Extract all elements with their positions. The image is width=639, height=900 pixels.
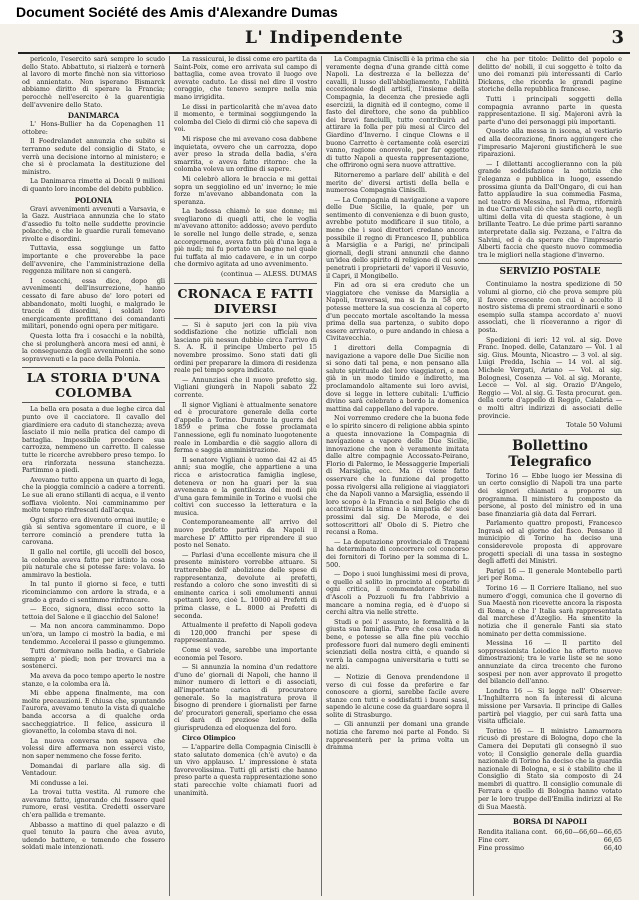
paragraph: — Gli annunzii per domani una grande notizia che faremo noi parte al Fondo. Si rappresenterà per la prima volta un dramma	[326, 720, 469, 752]
paragraph: — Ma non ancora camminammo. Dopo un'ora, un lampo ci mostrò la badia, e mi tendemmo. Accelerai il passo e giungemmo.	[22, 622, 165, 646]
paragraph: Parlamento quattro proposti, Francesco Ingrasà ed al giorno del fisco. Pensano il municipio di Torino ha deciso una considerevole proposta di approvare progetti speciali di una tassa in sostegno degli affetti dei Ministri.	[478, 519, 622, 566]
section-heading-polonia: POLONIA	[74, 195, 113, 205]
paragraph: — La Compagnia di navigazione a vapore delle Due Sicilie, la quale, per un sentimento di convenienza e di buon gusto, avrebbe potuto modificare il suo titolo, a meno che i suoi direttori credano ancora possibile il regno di Francesco II, pubblica a Marsiglia e a Parigi, ne' principali giornali, degli strani annunzii che danno un'idea dello spirito di religione di cui sono penetrati i proprietarii de' vapori il Vesuvio, il Capri, il Mongibello.	[326, 195, 469, 280]
paragraph: che ha per titolo: Delitto del popolo e delitto de' nobili, il cui soggetto è tolto da uno dei romanzi più interessanti di Carlo Dickens, che ricorda le grandi pagine storiche della repubblica francese.	[478, 56, 622, 94]
newspaper-page	[18, 24, 630, 896]
paragraph: Messina 16 — Il partito del soppressionista Loiodice ha offerto nuove dimostrazioni; tra le varie liste se ne sono annunziate da circa trecento che furono sospesi per non aver approvato il progetto del bilancio dell'anno.	[478, 639, 622, 686]
paragraph: Questo alla messa in iscena, al vestiario ed alla decorazione, finora aggiungere che l'impresario Majeroni giustificherà le sue riparazioni.	[478, 127, 622, 159]
paragraph: La Compagnia Cinisclli è la prima che sia veramente degna d'una grande città come Napoli. La destrezza e la bellezza de' cavalli, il lusso dell'abbigliamento, l'abilità eccezionale degli artisti, l'insieme della Compagnia, la decenza che presiede agli esercizii, la dignità ed il contegno, come il fasto del direttore, che sono da pubblico dei bravi fanciulli, tutto contribuirà ad attirare la folla per più mesi al Circo del Giardino d'Inverno. I cinque Clowns e il buono Carretto è certamente colà esercizi vanno, ragione onorevole, per far oggetto di tutto Napoli a questa rappresentazione, che offrirono ogni sera nuove attrattive.	[326, 56, 469, 170]
stock-value: 66,60—66,60—66,65	[554, 827, 622, 836]
masthead	[18, 24, 630, 54]
paragraph: Ritorneremo a parlare dell' abilità e del merito de' diversi artisti della bella e numerosa Compagnia Cinisclli.	[326, 170, 469, 195]
paragraph: Ogni sforzo era divenuto ormai inutile; e già si sentiva sgomentare il cuore, e il terrore cominciò a prendere tutta la carovana.	[22, 515, 165, 547]
paragraph: Torino 16 — Il ministro Lamarmora ricusò di prestare di Bologna, dopo che la Camera dei Deputati gli consegnò il suo voto; il Consiglio generale della guardia nazionale di Torino ha deciso che la guardia nazionale di Bologna, e si è stabilito che il Consiglio di Stato sia composto di 24 membri di quattro. Il consiglio comunale di Ferrara e quello di Bologna hanno votato per le loro truppe dell'Emilia indirizzi al Re di Sua Maestà.	[478, 726, 622, 811]
column-4	[474, 56, 626, 896]
stock-value: 66,40	[603, 843, 622, 852]
paragraph: Il gallo nel cortile, gli uccelli del bosco, la colomba aveva fatto per istinto la cosa più naturale che si potesse fare: volava. Io ammiravo la bestiola.	[22, 548, 165, 579]
paragraph: — Ecco, signora, dissi ecco sotto la tettoia del Salone e il giacchio del Salone!	[22, 605, 165, 621]
paragraph: Mi ebbe appena finalmente, ma con molte precauzioni. E chiusa che, spuntando l'aurora, avevamo tenuto la vista di qualche banda accorsa a di qualche orda saccheggiatrice. Il felice, assicura il giovanetto, la colomba stava di noi.	[22, 689, 165, 736]
paragraph: Il Foedrelandet annunzia che subito si terranno sedute del consiglio di Stato, e verrà una decisione intorno al ministero; e che si è proclamata la destituzione del ministro.	[22, 137, 165, 176]
paragraph: Torino 16 — Ebbe luogo ier Messina di un certo consiglio di Napoli tra una parte dei signori chiamati a proporre un programma. Il ministero fu composto da persone, al posto del ministro ed in una base finanziaria già data dal Ferrari.	[478, 471, 622, 518]
paragraph: — I dilettanti accoglieranno con la più grande soddisfazione la notizia che l'eleganza e pubblica in luogo, essendo prossima giunta da Dall'Ongaro, di cui han fatto applaudire la sua commedia Fasma, nel teatro di Messina, nel Parma, rifornirà in due Carnevali ciò che sarà di certo, negli ultimi della vita di questa stagione, è un brillante Teatro. Le due prime parti saranno interpretate dalla sig. Pezzana, e l'altra da Salvini, ed è da sperare che l'impresario Alberti faccia che questo nuovo commedia tra le migliori nella stagione d'inverno.	[478, 159, 622, 259]
paragraph: Parigi 16 — Il generale Montebello partì jeri per Roma.	[478, 566, 622, 583]
paragraph: Il signor Vigliani è attualmente senatore ed è procuratore generale della corte d'appello a Torino. Durante la guerra del 1859 e prima che fosse proclamata l'annessione, egli fu nominato luogotenente reale in Lombardia e diè saggio allora di ferma e saggia amministrazione.	[174, 400, 317, 455]
column-2	[170, 56, 322, 896]
stock-exchange-heading: BORSA DI NAPOLI	[512, 817, 588, 827]
stock-row	[478, 828, 622, 836]
section-heading-servizio-postale: SERVIZIO POSTALE	[478, 263, 622, 278]
stock-label: Fine corr.	[478, 835, 510, 844]
paragraph: Spedizioni di ieri: 12 vol. al sig. Dove Franc. Inoped. delle, Catanzaro — Vol. 1 al sig. Gius. Mounta, Nicastro — 3 vol. al sig. Luigi Predda, Ischia — 14 vol. al sig. Michele Vergati, Ariano — Vol. al sig. Bolognesi, Cosenza — Vol. al sig. Morante, Lecce — Vol. al sig. Orazio D'Angelo, Reggio — Vol. al sig. G. Testa procurat. gen. della corte d'appello di Reggio, Calabria — e molti altri indirizzi di associati delle provincie.	[478, 335, 622, 420]
column-3	[322, 56, 474, 896]
stock-row	[478, 844, 622, 852]
paragraph: Come si vede, sarebbe una importante economia pel Tesoro.	[174, 645, 317, 662]
postal-total: Totale 50 Volumi	[566, 421, 622, 430]
paragraph: — L'apparire della Compagnia Cinisclli è stato salutato domenica (ch'è avuto) e da un vivo applauso. L' impressione è stata favorevolissima. Tutti gli artisti che hanno preso parte a questa rappresentazione sono stati parecchie volte chiamati fuori ad unanimità.	[174, 743, 317, 797]
paragraph: — Si è saputo jeri con la più viva soddisfazione che notizie ufficiali non lasciano più nessun dubbio circa l'arrivo di S. A. R. il principe Umberto pel 15 novembre prossimo. Sono stati dati gli ordini per preparare la dimora di residenza reale pel tempo sopra indicato.	[174, 320, 317, 375]
columns	[18, 56, 630, 896]
paragraph: La Danimarca rimette ai Docali 9 milioni di quanto loro incombe del debito pubblico.	[22, 177, 165, 193]
paragraph: Avevamo tutto appena un quarto di lega, che la pioggia cominciò a cadere a torrenti. Le sue ali erano stillanti di acqua, e il vento soffiava violento. Noi camminammo per molto tempo rinfrescati dall'acqua.	[22, 475, 165, 515]
stock-label: Rendita italiana cont.	[478, 827, 548, 836]
document-watermark: Document Société des Amis d'Alexandre Dumas	[0, 0, 639, 24]
paragraph: In tal punto il giorno si fece, e tutti ricominciammo con ardore la strada, e a grado a grado ci sentimmo rinfrancare.	[22, 580, 165, 604]
paragraph: Contemporaneamente all' arrivo del nuovo prefetto partirà da Napoli il marchese D' Afflitto per riprendere il suo posto nel Senato.	[174, 518, 317, 550]
paragraph: Tutti dormivano nella badia, e Gabriele sempre a' piedi; non per trovarci ma a sostenerci.	[22, 647, 165, 671]
paragraph: — La deputazione provinciale di Trapani ha determinato di concorrere col concorso dei fornitori di Torino per la somma di L. 500.	[326, 537, 469, 569]
paragraph: Fin ad ora si era creduto che un viaggiatore che venisse da Marsiglia a Napoli, traversasi, ma si fa in 58 ore, potesse mettere la sua coscienza al coperto d'un peccato mortale ascoltando la messa prima della sua partenza, o subito dopo essere arrivato, o pure andando in chiesa a Civitavecchia.	[326, 281, 469, 343]
paragraph: — Notizie di Genova prendendone il verso di cui fosse da preferire e far conoscere a giorni, sarebbe facile avere stanze con tutti e soddisfatti i buoni sassi, sapendo le alcune cose da guardare sopra il solite di Strasburgo.	[326, 672, 469, 719]
divider	[478, 814, 622, 815]
paragraph: La trovai tutta vestita. Al rumore che avevamo fatto, ignorando chi fossero quel rumore, erasi vestita. Credetti osservare ch'era pallida e tremante.	[22, 788, 165, 820]
paragraph: Abbasso a mattino di quel palazzo e di quel tenuto la paura che avea avuto, udendo battere, e temendo che fossero soldati male intenzionati.	[22, 820, 165, 852]
stock-row	[478, 836, 622, 844]
paragraph: L' Hons-Bullier ha da Copenaghen 11 ottobre:	[22, 120, 165, 136]
page-number: 3	[611, 27, 624, 48]
paragraph: Tuttavia, essa soggiunge un fatto importante e che proverebbe la pace dell'avvenire, che l'amministrazione della reggenza militare non si cangerà.	[22, 244, 165, 276]
stock-value: 66,65	[603, 835, 622, 844]
paragraph: Studi e poi l' assunto, le formalità e la giusta sua famiglia. Pare che cosa vada di bene, e potesse se alla fine più vecchio professore fuori dal numero degli eminenti scienziati della nostra città, e quando si verrà la campagna universitaria e tutti se ne alzi.	[326, 617, 469, 672]
subheading-circo-olimpico: Circo Olimpico	[182, 733, 236, 742]
section-heading-cronaca: CRONACA E FATTI DIVERSI	[174, 283, 317, 319]
section-heading-bollettino: Bollettino Telegrafico	[478, 434, 622, 470]
paragraph: La bella era posata a due leghe circa dal punto ove il cacciatore. Il cavallo del giardiniere era caduto di stanchezza; aveva lasciato il mio nella pratica del campo di battaglia. Impossibile procedere sua carrozza, nemmeno un carretto. Il calesse tutte le ricerche avrebbero preso tempo. Io era rinforzata nessuna stanchezza. Partimmo a piedi.	[22, 405, 165, 475]
feuilleton-title: LA STORIA D'UNA COLOMBA	[22, 367, 165, 403]
paragraph: Noi vorremmo credere che la buona fede e lo spirito sincero di religione abbia spinto a questa innovazione la Compagnia di navigazione a vapore delle Due Sicilie, innovazione che non è veramente imitata dalle altre compagnie Accossato-Peirano, Florio di Palermo, le Messaggerie Imperiali di Marsiglia, ecc. Ma ci viene fatto osservare che la funzione dal progetto possa rivolgersi alla religione ai viaggiatori che da Napoli vanno a Marsiglia, essendo il loro scopo è la Francia e nel Belgio che di accattivarsi la stima e la simpatia de' suoi prossimi dal sig. De Merode, e dei sottoscrittori all' Obolo di S. Pietro che recansi a Roma.	[326, 414, 469, 537]
paragraph: — Si annunzia la nomina d'un redattore d'uno de' giornali di Napoli, che hanno il minor numero di lettori e di associati, all'importante carica di procuratore generale. So la magistratura prova il bisogno di prendere i giornalisti per farne de' procuratori generali, speriamo che essa ci darà di preziose lezioni della giurisprudenza ed eloquenza del foro.	[174, 663, 317, 732]
paragraph: — Annunziasi che il nuovo prefetto sig. Vigliani giungerà in Napoli sabato 22 corrente.	[174, 375, 317, 399]
paragraph: pericolo, l'esercito sarà sempre lo scudo dello Stato. Abbattuto, si rialzerà e tornerà al lavoro di morte finchè non sia vittorioso od annientato. Non isperano Bismarck abbiamo diritto di sperare la Francia; perocchè nell'esercito è la guarentigia dell'avvenire dello Stato.	[22, 56, 165, 109]
paragraph: Questa lotta fra i cosacchi e la nobiltà, che si prolungherà ancora mesi ed anni, è la conseguenza degli avvenimenti che sono sopravvenuti e la pace della Polonia.	[22, 332, 165, 363]
paragraph: Mi condusse a lei.	[30, 778, 89, 787]
paragraph: Mi celebrò allora le braccia e mi gettai sopra un seggiolino ed un' inverno; le mie forze m'avevano abbandonata con la speranza.	[174, 174, 317, 206]
paragraph: Continuiamo la nostra spedizione di 50 volumi al giorno, ciò che prova sempre più il favore crescente con cui è accolto il nostro sistema di premi straordinarii e sono esempio sulla stampa accordato a' nuovi associati, che li riceveranno a rigor di posta.	[478, 280, 622, 334]
paragraph: Attualmente il prefetto di Napoli godeva di 120,000 franchi per spese di rappresentanza.	[174, 621, 317, 645]
paragraph: Il senatore Vigliani è uomo dai 42 ai 45 anni; sua moglie, che appartiene a una ricca e aristocratica famiglia inglese, deteneva or non ha guari per la sua avvenenza e la gentilezza dei modi più d'una gara femminile in Torino e vuolsi che coltivi con successo la letteratura e la musica.	[174, 455, 317, 517]
author-signature: (continua — ALESS. DUMAS	[220, 270, 317, 279]
paragraph: Gravi avvenimenti avvenuti a Varsavia, e la Gazz. Austriaca annunzia che lo stato d'assedio fu tolto nelle suddette provincie polacche, e che le guardie rurali temevano rivolte e disordini.	[22, 204, 165, 243]
paragraph: I direttori della Compagnia di navigazione a vapore delle Due Sicilie non si sono dati tal pena, e non pensano alla salute spirituale del loro viaggiatori, e non già in un modo timido e indiretto, ma proclamandolo altamente sui loro avvisi, dove si legge in lettere cubitali: L'ufficio divino sarà celebrato a bordo la domenica mattina dal cappellano del vapore.	[326, 343, 469, 413]
paragraph: I cosacchi, essa dice, dopo gli avvenimenti dell'insurrezione, hanno cessato di fare abuso de' loro poteri ed abbandonato, molti luoghi, e malgrado le traccie di disordini, i soldati loro energicamente profittano dei comandanti militari, ponendo ogni opera per mitigare.	[22, 276, 165, 331]
paragraph: Domandai di parlare alla sig. di Ventadour.	[22, 761, 165, 778]
section-heading-danimarca: DANIMARCA	[67, 111, 120, 121]
paragraph: Mi rispose che mi avevano cosa dabbene inquietata, ovvero che un carrozza, dopo aver preso la strada della badia, s'era smarrita, e aveva fatto ritorno: che la colomba voleva un ordine di sapere.	[174, 134, 317, 174]
paragraph: La nuova conversa non sapeva che volessi dire affermava non esserci visto, non saper nemmeno che fosse ferito.	[22, 736, 165, 760]
paragraph: Ma aveva da poco tempo aperto le nostre stanze, e la colomba era là.	[22, 671, 165, 688]
paragraph: — Dopo i suoi lunghissimi mesi di prova, e quello al solito in procinto al coperto di ogni critica, il commendatore Stabilini d'Ascoli a Pozzuoli fu fra l'abbrivio a mancare a nomina regia, ed è d'uopo si cerchi altra via nelle strette.	[326, 570, 469, 617]
newspaper-title: L' Indipendente	[244, 28, 404, 48]
column-1	[18, 56, 170, 896]
paragraph: Torino 16 — Il Corriere Italiano, nel suo numero d'oggi, comunica che il governo di Sua Maestà non ricevette ancora la risposta di Roma, e che l' Italia sarà rappresentata dal marchese d'Azeglio. Ha smentito la notizia che il generale Fanti sia stato nominato per detta commissione.	[478, 584, 622, 638]
paragraph: La rassicurai, le dissi come ero partita da Saint-Poix, come ero arrivata sul campo di battaglia, come avea trovato il luogo ove avevate caduto. Le dissi nel dire il vostro coraggio, che tenevo sempre nella mia mano irrigidita.	[174, 56, 317, 101]
paragraph: Le dissi in particolarità che m'avea dato il momento, e terminai soggiungendo la colomba del Cielo di dirmi ciò che sapeva di voi.	[174, 102, 317, 134]
paragraph: — Parlasi d'una eccellente misura che il presente ministero vorrebbe attuare. Si tratterebbe dell' abolizione delle spese di rappresentanza, devolute ai prefetti, restando a coloro che sono investiti di si eminente carica i soli emolumenti annui spettanti loro, cioè L. 10000 ai Prefetti di prima classe, e L. 8000 ai Prefetti di seconda.	[174, 550, 317, 620]
paragraph: Tutti i principali soggetti della compagnia avranno parte in questa rappresentazione. Il sig. Majeroni avrà la parte d'uno dei personaggi più importanti.	[478, 94, 622, 126]
paragraph: Londra 16 — Si legge nell' Observer: L'Inghilterra non fa interessi di alcuna missione per Varsavia. Il principe di Galles partirà pel viaggio, per cui sarà fatta una visita ufficiale.	[478, 686, 622, 726]
stock-label: Fine prossimo	[478, 843, 524, 852]
paragraph: La badessa chiamò le sue donne; mi svegliarono di quegli atti, che le voglia m'avevano attonito: addosso; avevo perduto le sorelle nel lungo delle strade, e, senza accorgermene, aveva fatto più d'una lega a piè nudi; mi fu portato un bagno nel quale fui tuffata al mio cadavere, e in un corpo che dormivo agitata ad uno avvenimento.	[174, 207, 317, 269]
